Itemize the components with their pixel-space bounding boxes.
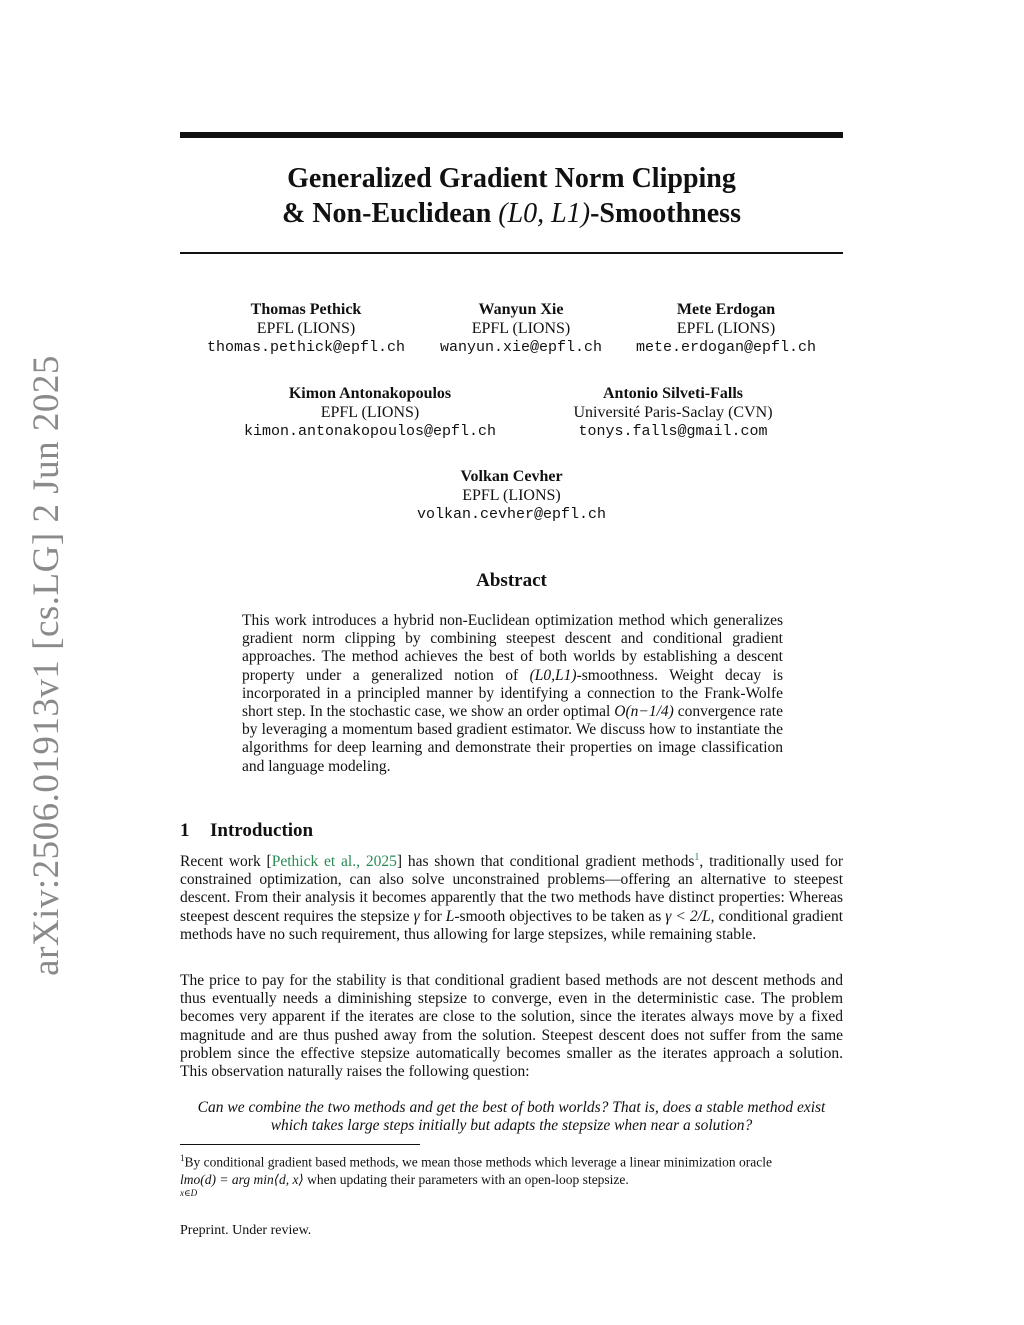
title-line-1: Generalized Gradient Norm Clipping xyxy=(287,163,736,194)
footnote: $^1$By conditional gradient based methods, we mean those methods which leverage a linear minimization oracle lmo(d) = arg min⟨d, x⟩ x∈D when updating their parameters with an open-loop stepsize. xyxy=(180,1153,772,1198)
argmin-expression: lmo(d) = arg min⟨d, x⟩ x∈D xyxy=(180,1171,304,1198)
section-heading: 1 Introduction xyxy=(180,820,314,841)
author-block: Volkan Cevher EPFL (LIONS) volkan.cevher@epfl.ch xyxy=(380,467,643,524)
title-math: (L0, L1) xyxy=(498,198,591,229)
footnote-link[interactable]: 1 xyxy=(694,851,700,863)
footnote-rule xyxy=(180,1144,420,1145)
math-inline: γ < 2/L xyxy=(665,907,711,925)
paper-title xyxy=(180,161,843,231)
author-block: Antonio Silveti-Falls Université Paris-Saclay (CVN) tonys.falls@gmail.com xyxy=(550,384,796,441)
author-block: Kimon Antonakopoulos EPFL (LIONS) kimon.antonakopoulos@epfl.ch xyxy=(230,384,510,441)
math-inline: (L0,L1) xyxy=(529,666,577,684)
intro-paragraph-1: Recent work [Pethick et al., 2025] has shown that conditional gradient methods$^1$, traditionally used for constrained optimization, can also solve unconstrained problems—offering an alternative to steepest descent. From their analysis it becomes apparently that the two methods have distinct properties: Whereas steepest descent requires the stepsize γ for L-smooth objectives to be taken as γ < 2/L, conditional gradient methods have no such requirement, thus allowing for large stepsizes, while remaining stable. xyxy=(180,851,844,943)
intro-paragraph-2: The price to pay for the stability is that conditional gradient based methods are not descent methods and thus eventually needs a diminishing stepsize to converge, even in the deterministic case. The problem becomes very apparent if the iterates are close to the solution, since the iterates always move by a fixed magnitude and are thus pushed away from the solution. Steepest descent does not suffer from the same problem since the effective stepsize automatically becomes smaller as the iterates approach a solution. This observation naturally raises the following question: xyxy=(180,972,843,1081)
author-email[interactable]: wanyun.xie@epfl.ch xyxy=(439,339,603,356)
author-block: Wanyun Xie EPFL (LIONS) wanyun.xie@epfl.ch xyxy=(426,300,616,357)
author-email[interactable]: tonys.falls@gmail.com xyxy=(578,423,768,440)
title-bottom-rule xyxy=(180,252,843,254)
preprint-notice: Preprint. Under review. xyxy=(180,1223,312,1238)
abstract-body: This work introduces a hybrid non-Euclidean optimization method which generalizes gradient norm clipping by combining steepest descent and conditional gradient approaches. The method achieves the best of both worlds by establishing a descent property under a generalized notion of (L0,L1)-smoothness. Weight decay is incorporated in a principled manner by identifying a connection to the Frank-Wolfe short step. In the stochastic case, we show an order optimal O(n−1/4) convergence rate by leveraging a momentum based gradient estimator. We discuss how to instantiate the algorithms for deep learning and demonstrate their properties on image classification and language modeling. xyxy=(242,612,784,775)
citation-link[interactable]: Pethick et al., 2025 xyxy=(271,853,397,870)
author-email[interactable]: volkan.cevher@epfl.ch xyxy=(416,506,607,523)
author-email[interactable]: thomas.pethick@epfl.ch xyxy=(206,339,406,356)
math-inline: O(n−1/4) xyxy=(614,703,674,721)
abstract-heading: Abstract xyxy=(476,570,547,591)
research-question: Can we combine the two methods and get the best of both worlds? That is, does a stable method exist which takes large steps initially but adapts the stepsize when near a solution? xyxy=(197,1099,826,1135)
title-line-2: & Non-Euclidean (L0, L1)-Smoothness xyxy=(282,198,741,229)
arxiv-side-stamp xyxy=(0,354,92,976)
author-block: Mete Erdogan EPFL (LIONS) mete.erdogan@epfl.ch xyxy=(626,300,826,357)
arxiv-id-text: arXiv:2506.01913v1 [cs.LG] 2 Jun 2025 xyxy=(25,354,67,976)
title-top-rule xyxy=(180,132,843,138)
author-email[interactable]: kimon.antonakopoulos@epfl.ch xyxy=(243,423,497,440)
author-email[interactable]: mete.erdogan@epfl.ch xyxy=(635,339,817,356)
author-block: Thomas Pethick EPFL (LIONS) thomas.pethick@epfl.ch xyxy=(180,300,432,357)
